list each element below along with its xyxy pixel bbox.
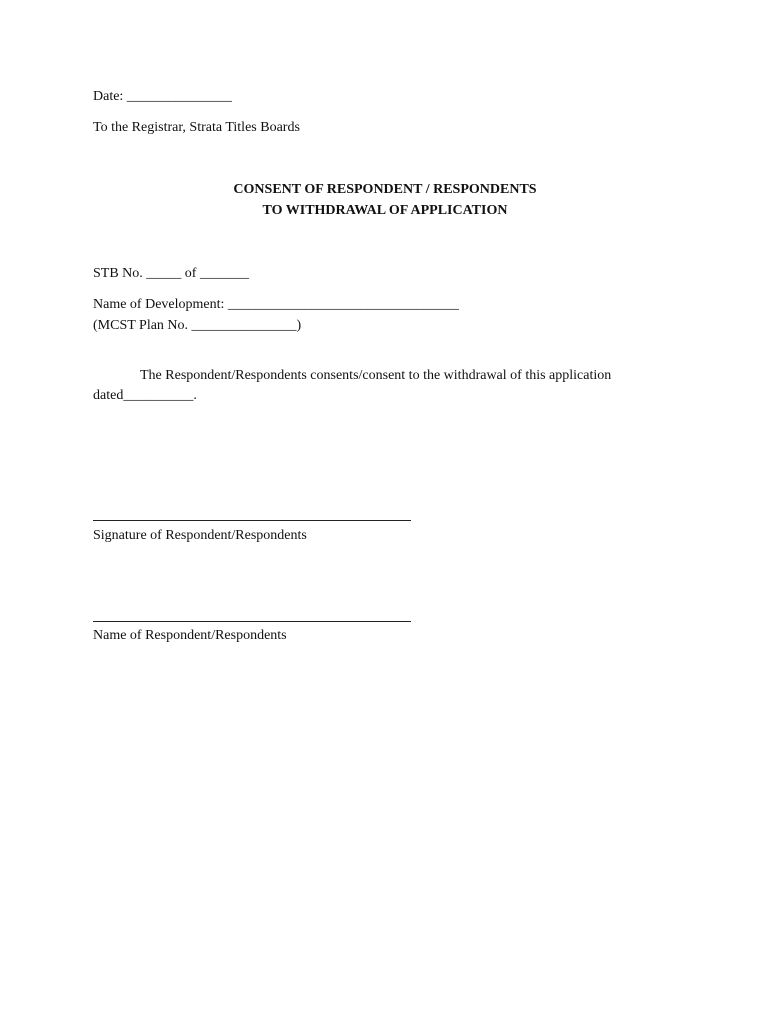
document-title-line-1: CONSENT OF RESPONDENT / RESPONDENTS	[233, 182, 537, 197]
name-label: Name of Respondent/Respondents	[93, 628, 287, 643]
stb-number-line: STB No. _____ of _______	[93, 266, 249, 281]
signature-label: Signature of Respondent/Respondents	[93, 528, 307, 543]
document-title-line-2: TO WITHDRAWAL OF APPLICATION	[262, 203, 508, 218]
consent-paragraph-line-2: dated__________.	[93, 388, 197, 403]
date-line: Date: _______________	[93, 89, 232, 104]
consent-paragraph-line-1: The Respondent/Respondents consents/consent to the withdrawal of this application	[140, 368, 612, 383]
mcst-plan-line: (MCST Plan No. _______________)	[93, 318, 302, 333]
addressee-line: To the Registrar, Strata Titles Boards	[93, 120, 300, 135]
signature-rule	[93, 520, 411, 521]
name-rule	[93, 621, 411, 622]
development-name-line: Name of Development: _________________________________	[93, 297, 459, 312]
